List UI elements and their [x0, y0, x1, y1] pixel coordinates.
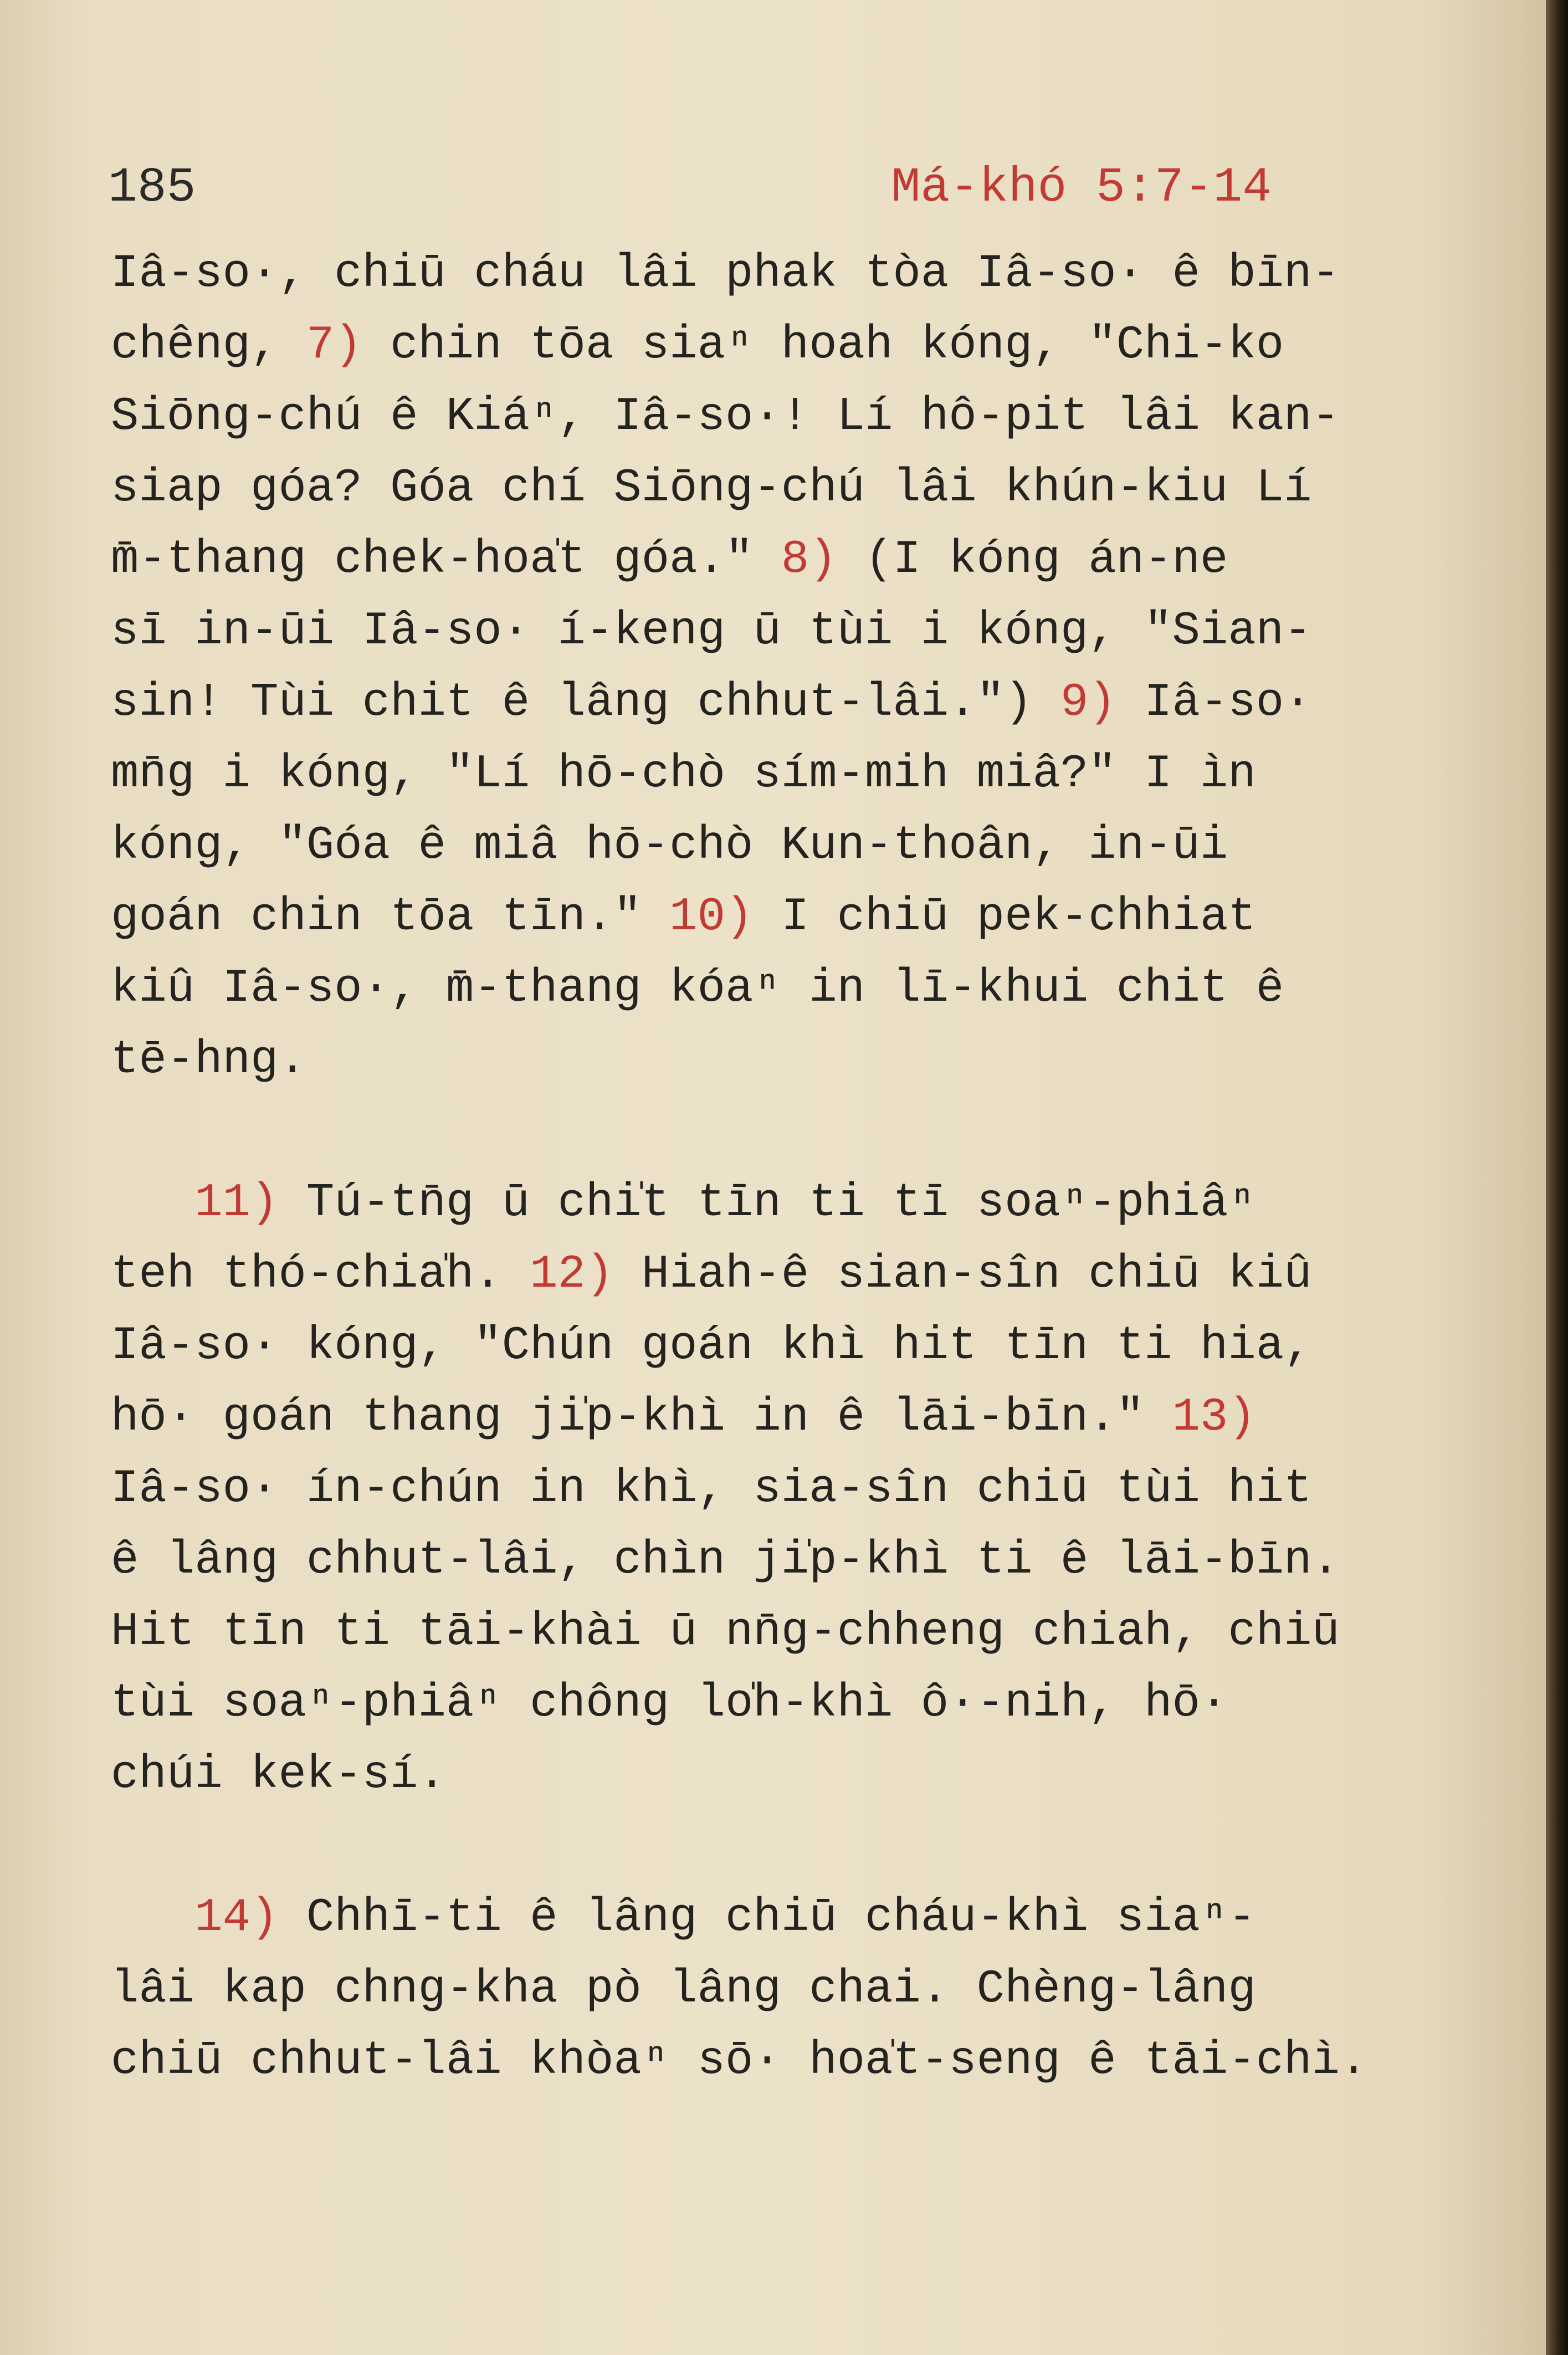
verse-number: 9)	[1060, 677, 1116, 729]
paragraph-gap	[111, 1096, 1385, 1168]
text-line	[111, 1382, 1385, 1453]
verse-number: 10)	[669, 891, 754, 944]
line-text	[111, 1892, 194, 1944]
line-text: Hiah-ê sian-sîn chiū kiû	[613, 1248, 1312, 1301]
verse-number: 8)	[781, 534, 837, 586]
text-line	[111, 1954, 1385, 2025]
text-line	[111, 1525, 1385, 1596]
text-line	[111, 524, 1385, 596]
text-line	[111, 882, 1385, 953]
line-text: chiū chhut-lâi khòaⁿ sō· hoa̍t-seng ê tāi-chì.	[111, 2035, 1368, 2087]
text-line	[111, 238, 1385, 310]
line-text: sin! Tùi chit ê lâng chhut-lâi.")	[111, 677, 1060, 729]
paragraph-gap	[111, 1811, 1385, 1882]
text-line	[111, 1025, 1385, 1096]
line-text: siap góa? Góa chí Siōng-chú lâi khún-kiu Lí	[111, 462, 1312, 515]
text-line	[111, 1882, 1385, 1954]
text-line	[111, 596, 1385, 667]
page-header	[108, 161, 1272, 233]
text-line	[111, 310, 1385, 381]
line-text: m̄-thang chek-hoa̍t góa."	[111, 534, 781, 586]
text-line	[111, 953, 1385, 1025]
text-line	[111, 1453, 1385, 1525]
text-line	[111, 810, 1385, 882]
body-text	[111, 238, 1385, 2097]
line-text: chin tōa siaⁿ hoah kóng, "Chi-ko	[362, 319, 1284, 372]
page-edge	[1546, 0, 1568, 2355]
line-text: I chiū pek-chhiat	[753, 891, 1256, 944]
paragraph	[111, 238, 1385, 1096]
line-text: lâi kap chng-kha pò lâng chai. Chèng-lâng	[111, 1963, 1256, 2016]
text-line	[111, 2025, 1385, 2097]
line-text: Chhī-ti ê lâng chiū cháu-khì siaⁿ-	[278, 1892, 1256, 1944]
line-text: Iâ-so·, chiū cháu lâi phak tòa Iâ-so· ê bīn-	[111, 248, 1340, 300]
paragraph	[111, 1882, 1385, 2097]
verse-number: 12)	[530, 1248, 614, 1301]
text-line	[111, 667, 1385, 739]
line-text: Hit tīn ti tāi-khài ū nn̄g-chheng chiah, chiū	[111, 1606, 1340, 1658]
line-text: tùi soaⁿ-phiâⁿ chông lo̍h-khì ô·-nih, hō·	[111, 1677, 1228, 1730]
line-text: Tú-tn̄g ū chi̍t tīn ti tī soaⁿ-phiâⁿ	[278, 1177, 1256, 1230]
text-line	[111, 381, 1385, 453]
line-text: kóng, "Góa ê miâ hō-chò Kun-thoân, in-ūi	[111, 820, 1228, 872]
text-line	[111, 1596, 1385, 1668]
page-number: 185	[108, 161, 196, 216]
text-line	[111, 1310, 1385, 1382]
text-line	[111, 739, 1385, 810]
line-text: teh thó-chia̍h.	[111, 1248, 530, 1301]
line-text: Iâ-so· kóng, "Chún goán khì hit tīn ti hia,	[111, 1320, 1312, 1373]
line-text: mn̄g i kóng, "Lí hō-chò sím-mih miâ?" I ìn	[111, 748, 1256, 801]
running-head: Má-khó 5:7-14	[891, 161, 1272, 216]
line-text: sī in-ūi Iâ-so· í-keng ū tùi i kóng, "Sian-	[111, 605, 1312, 658]
text-line	[111, 453, 1385, 524]
line-text: Iâ-so· ín-chún in khì, sia-sîn chiū tùi hit	[111, 1463, 1312, 1516]
line-text: Iâ-so·	[1116, 677, 1312, 729]
line-text: chêng,	[111, 319, 306, 372]
text-line	[111, 1739, 1385, 1811]
text-line	[111, 1168, 1385, 1239]
line-text: ê lâng chhut-lâi, chìn ji̍p-khì ti ê lāi-bīn.	[111, 1534, 1340, 1587]
verse-number: 14)	[194, 1892, 279, 1944]
text-line	[111, 1668, 1385, 1739]
verse-number: 13)	[1172, 1391, 1256, 1444]
paragraph	[111, 1168, 1385, 1811]
verse-number: 11)	[194, 1177, 279, 1230]
line-text: Siōng-chú ê Kiáⁿ, Iâ-so·! Lí hô-pit lâi kan-	[111, 391, 1340, 443]
line-text: chúi kek-sí.	[111, 1749, 446, 1801]
line-text: goán chin tōa tīn."	[111, 891, 670, 944]
line-text: kiû Iâ-so·, m̄-thang kóaⁿ in lī-khui chit ê	[111, 963, 1284, 1015]
verse-number: 7)	[306, 319, 362, 372]
line-text	[111, 1177, 194, 1230]
line-text: (I kóng án-ne	[837, 534, 1228, 586]
line-text: tē-hng.	[111, 1034, 306, 1087]
line-text: hō· goán thang ji̍p-khì in ê lāi-bīn."	[111, 1391, 1172, 1444]
text-line	[111, 1239, 1385, 1310]
